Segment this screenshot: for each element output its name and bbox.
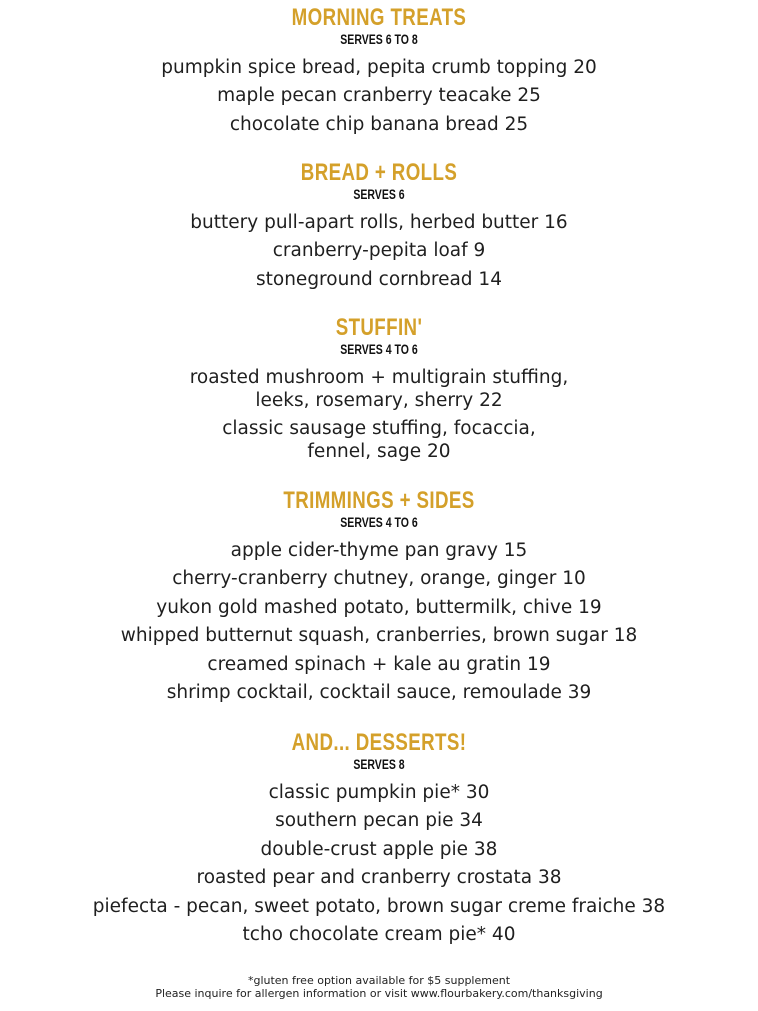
- menu-item: [0, 415, 758, 466]
- menu-item: double-crust apple pie 38: [260, 838, 498, 860]
- serves-label: SERVES 4 TO 6: [340, 342, 418, 357]
- menu-item: whipped butternut squash, cranberries, brown sugar 18: [120, 625, 638, 647]
- menu-item: maple pecan cranberry teacake 25: [217, 85, 541, 107]
- menu-item: apple cider-thyme pan gravy 15: [230, 540, 528, 561]
- menu-item: buttery pull-apart rolls, herbed butter 16: [190, 212, 568, 233]
- menu-item: [0, 364, 758, 415]
- serves-label: SERVES 6 TO 8: [340, 32, 418, 47]
- menu-item: pumpkin spice bread, pepita crumb topping 20: [161, 57, 597, 78]
- section-title: BREAD + ROLLS: [300, 159, 458, 186]
- gluten-free-note: *gluten free option available for $5 supplement: [247, 974, 511, 987]
- section-trimmings-sides: [0, 487, 758, 707]
- section-title: MORNING TREATS: [291, 4, 467, 31]
- menu-item: roasted pear and cranberry crostata 38: [196, 867, 562, 889]
- menu-item: piefecta - pecan, sweet potato, brown sugar creme fraiche 38: [92, 895, 666, 917]
- menu-item-line: leeks, rosemary, sherry 22: [255, 390, 503, 411]
- menu-item: shrimp cocktail, cocktail sauce, remoulade 39: [166, 682, 592, 704]
- section-stuffin: [0, 314, 758, 466]
- serves-label: SERVES 8: [353, 757, 405, 772]
- menu-item: creamed spinach + kale au gratin 19: [207, 653, 551, 675]
- menu-item: chocolate chip banana bread 25: [229, 113, 529, 135]
- menu-item: stoneground cornbread 14: [256, 268, 502, 290]
- section-title: STUFFIN': [335, 314, 423, 341]
- section-desserts: [0, 729, 758, 949]
- section-title: TRIMMINGS + SIDES: [283, 487, 475, 514]
- section-morning-treats: [0, 4, 758, 139]
- serves-label: SERVES 4 TO 6: [340, 515, 418, 530]
- menu-item: southern pecan pie 34: [275, 810, 483, 832]
- section-bread-rolls: [0, 159, 758, 294]
- menu-item: classic pumpkin pie* 30: [268, 782, 490, 803]
- menu-item-line: fennel, sage 20: [307, 441, 451, 462]
- menu-item-line: roasted mushroom + multigrain stuffing,: [189, 367, 569, 388]
- menu-item: tcho chocolate cream pie* 40: [242, 924, 516, 946]
- serves-label: SERVES 6: [353, 187, 405, 202]
- section-title: AND... DESSERTS!: [291, 729, 467, 756]
- allergen-note: Please inquire for allergen information or visit www.flourbakery.com/thanksgiving: [155, 987, 603, 1000]
- menu-item: yukon gold mashed potato, buttermilk, chive 19: [156, 596, 602, 618]
- menu-item: cranberry-pepita loaf 9: [272, 240, 486, 262]
- footer: [0, 974, 758, 1000]
- menu-item-line: classic sausage stuffing, focaccia,: [222, 418, 536, 439]
- menu-item: cherry-cranberry chutney, orange, ginger 10: [172, 568, 586, 590]
